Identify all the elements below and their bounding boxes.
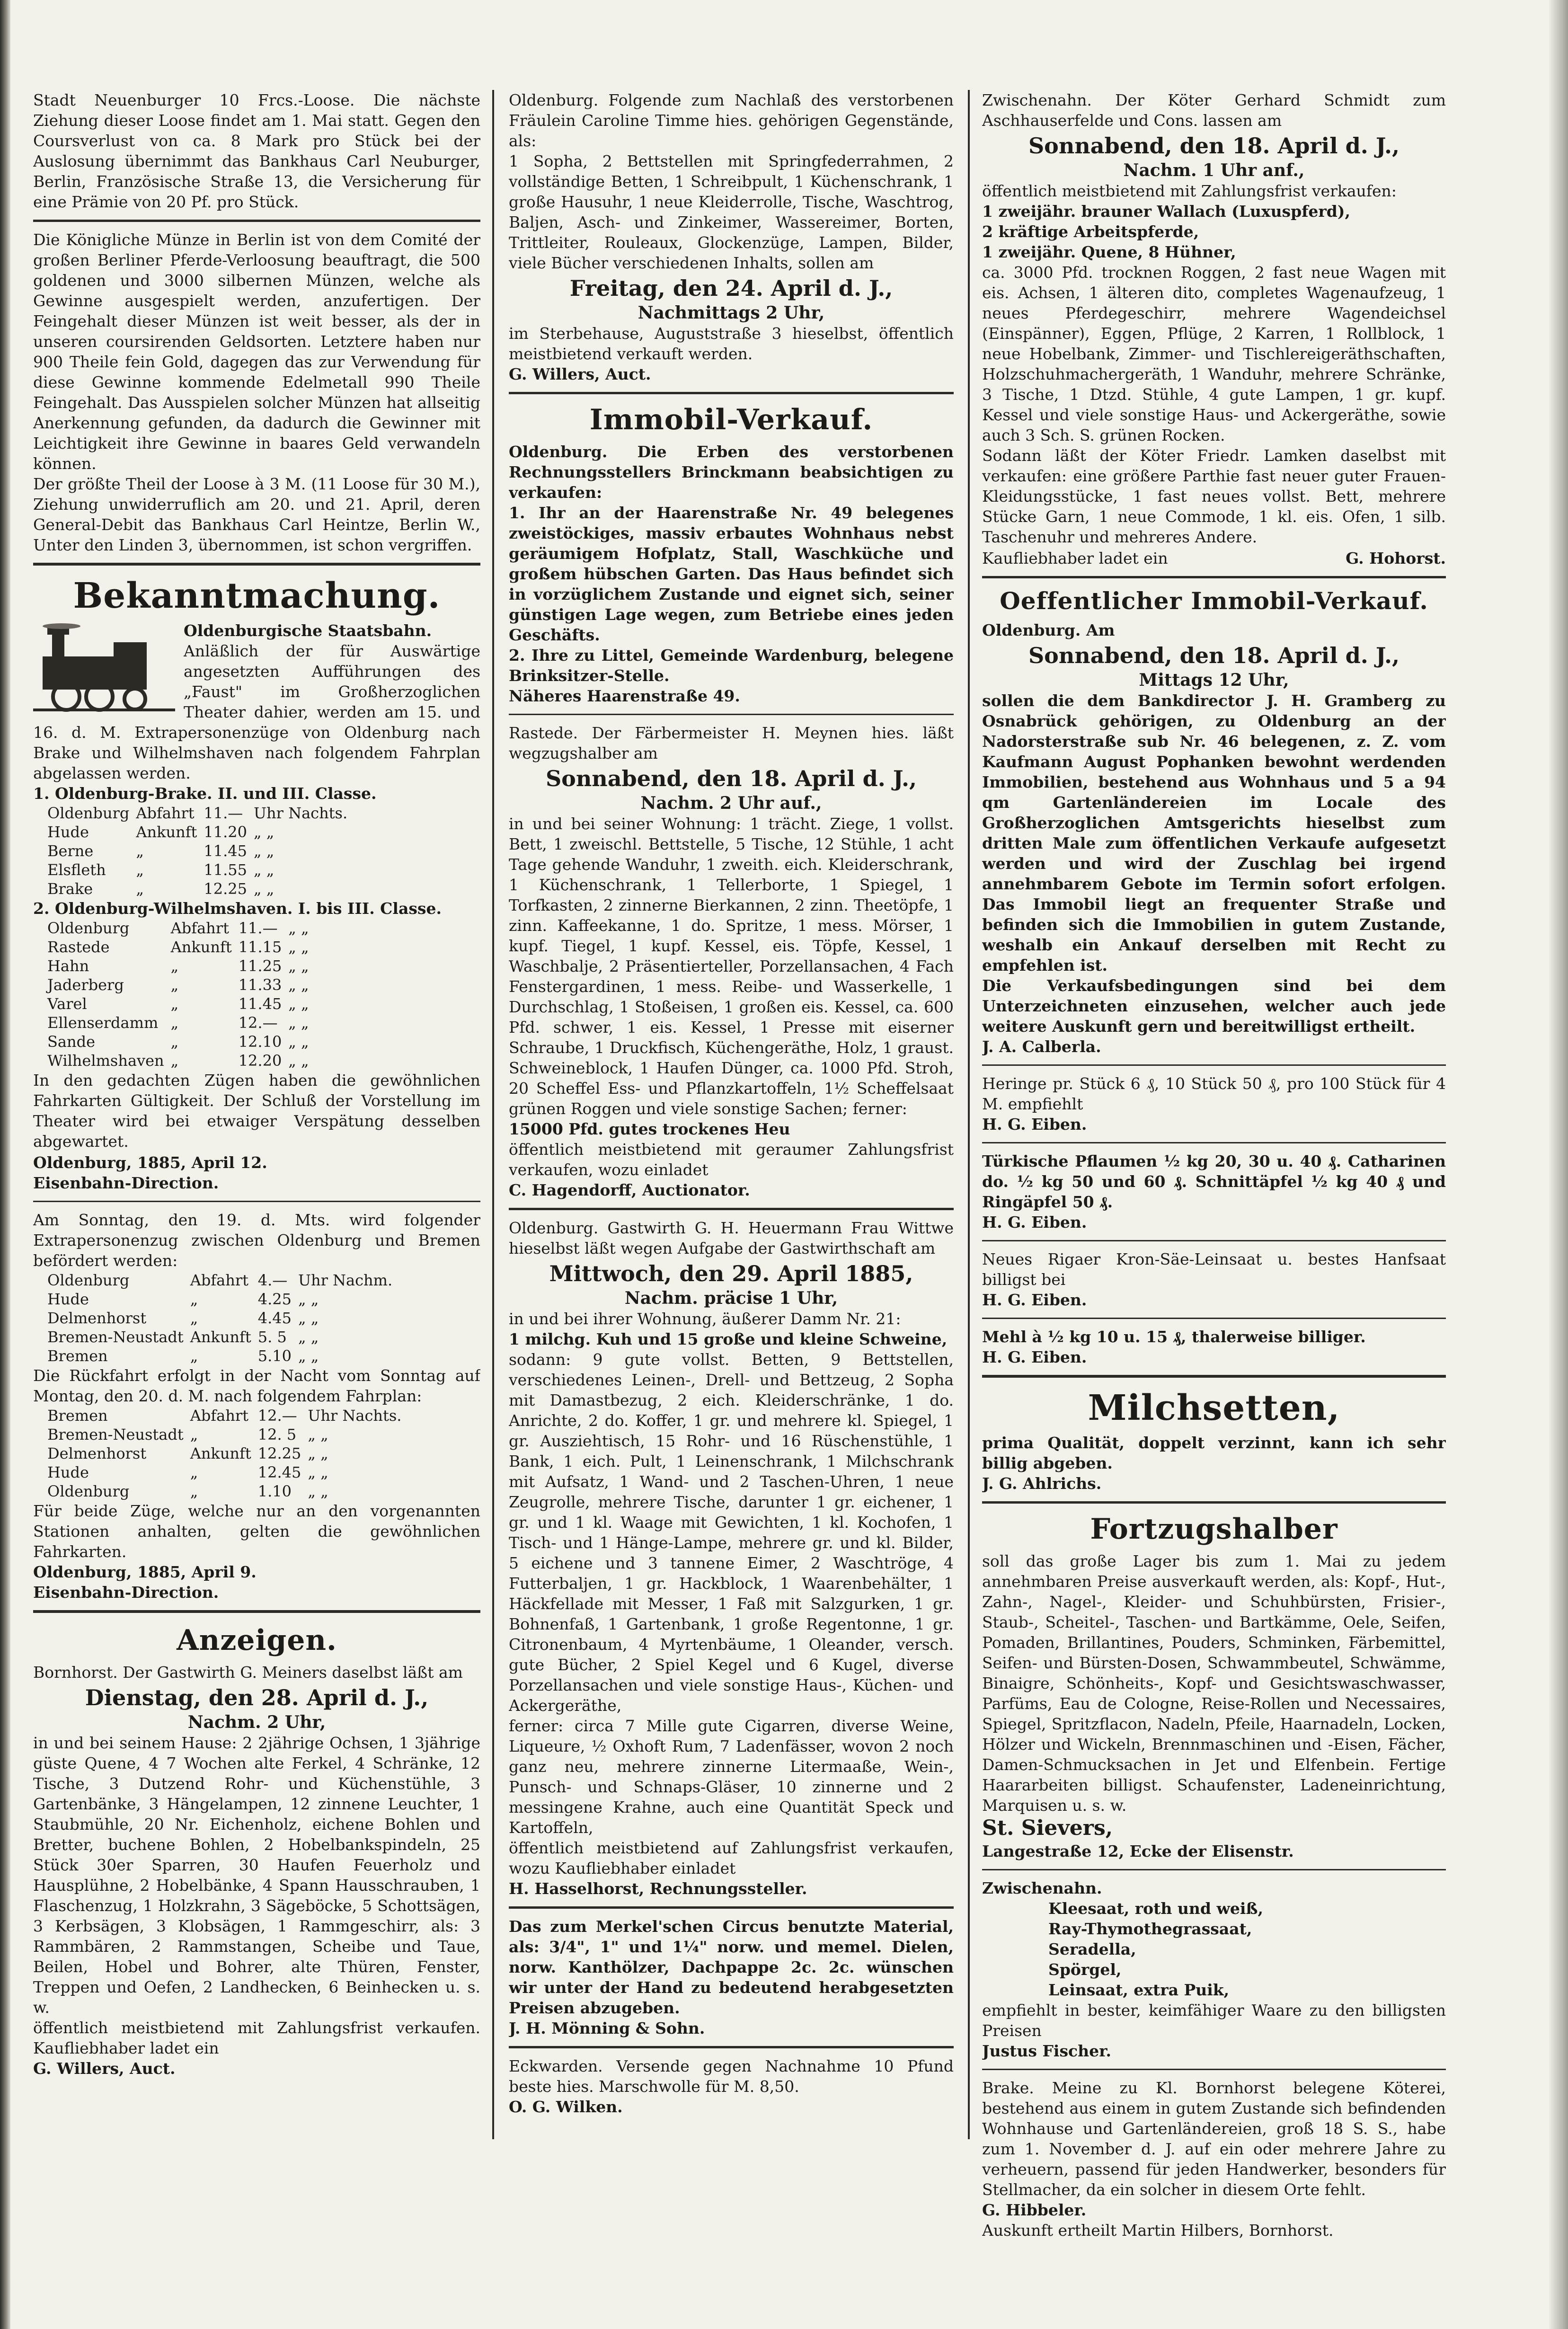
ad-koenigliche-muenze: Die Königliche Münze in Berlin ist von dem Comité der großen Berliner Pferde-Verloosung beauftragt, die 500 goldenen und 3000 silbernen Münzen, welche als Gewinne ausgespielt werden, anzufertigen. Der Feingehalt dieser Münzen ist weit besser, als der in unseren coursirenden Geldsorten. Letztere haben nur 900 Theile fein Gold, dagegen das zur Verwendung für diese Gewinne kommende Edelmetall 990 Theile Feingehalt. Das Ausspielen solcher Münzen hat allseitig Anerkennung gefunden, da dadurch die Gewinner mit Leichtigkeit ihre Gewinne in baares Geld verwandeln können. Der größte Theil der Loose à 3 M. (11 Loose für 30 M.), Ziehung unwiderruflich am 20. und 21. April, deren General-Debit das Bankhaus Carl Heintze, Berlin W., Unter den Linden 3, übernommen, ist schon vergriffen. xyxy=(33,230,480,554)
ad-zwischenahn-saat: Zwischenahn. Kleesaat, roth und weiß, Ray-Thymothegrassaat, Seradella, Spörgel, Leinsaat, extra Puik, empfiehlt in bester, keimfähiger Waare zu den billigsten Preisen Justus Fischer. xyxy=(982,1879,1446,2060)
ad-fortzugshalber: Fortzugshalber soll das große Lager bis zum 1. Mai zu jedem annehmbaren Preise ausverkauft werden, als: Kopf-, Hut-, Zahn-, Nagel-, Kleider- und Schuhbürsten, Frisier-, Staub-, Scheitel-, Taschen- und Bartkämme, Oele, Seifen, Pomaden, Brillantines, Pouders, Schminken, Färbemittel, Seifen- und Bürsten-Dosen, Schwammbeutel, Schwämme, Binaigre, Schönheits-, Kopf- und Gesichtswaschwasser, Parfüms, Eau de Cologne, Reise-Rollen und Necessaires, Spiegel, Spritzflacon, Nadeln, Pfeile, Haarnadeln, Locken, Hölzer und Wickeln, Brennmaschinen und -Eisen, Fächer, Damen-Schmucksachen in Jet und Elfenbein. Fertige Haararbeiten billigst. Schaufenster, Ladeneinrichtung, Marquisen u. s. w. St. Sievers, Langestraße 12, Ecke der Elisenstr. xyxy=(982,1511,1446,1861)
page-edge-right xyxy=(1549,0,1568,2329)
ad-neuenburger-loose: Stadt Neuenburger 10 Frcs.-Loose. Die nächste Ziehung dieser Loose findet am 1. Mai statt. Gegen den Coursverlust von ca. 8 Mark pro Stück bei der Auslosung übernimmt das Bankhaus Carl Neuburger, Berlin, Französische Straße 13, die Versicherung für eine Prämie von 20 Pf. pro Stück. xyxy=(33,91,480,211)
divider xyxy=(509,1906,954,1909)
ad-timme-nachlass: Oldenburg. Folgende zum Nachlaß des verstorbenen Fräulein Caroline Timme hies. gehörigen Gegenstände, als: 1 Sopha, 2 Bettstellen mit Springfederrahmen, 2 vollständige Betten, 1 Schreibpult, 1 Küchenschrank, 1 große Hausuhr, 1 neue Kleiderrolle, Tische, Waschtrog, Baljen, Asch- und Zinkeimer, Wassereimer, Borten, Trittleiter, Rouleaux, Glockenzüge, Lampen, Bilder, viele Bücher verschiedenen Inhalts, sollen am Freitag, den 24. April d. J., Nachmittags 2 Uhr, im Sterbehause, Auguststraße 3 hieselbst, öffentlich meistbietend verkauft werden. G. Willers, Auct. xyxy=(509,91,954,383)
divider xyxy=(982,1375,1446,1378)
divider xyxy=(982,2069,1446,2070)
ad-eiben-pflaumen: Türkische Pflaumen ½ kg 20, 30 u. 40 ₰. Catharinen do. ½ kg 50 und 60 ₰. Schnittäpfel ½ kg 40 ₰ und Ringäpfel 50 ₰. H. G. Eiben. xyxy=(982,1152,1446,1231)
divider xyxy=(509,1208,954,1210)
ad-eckwarden-wolle: Eckwarden. Versende gegen Nachnahme 10 Pfund beste hies. Marschwolle für M. 8,50. O. G. Wilken. xyxy=(509,2057,954,2116)
fortzugshalber-heading: Fortzugshalber xyxy=(1090,1513,1338,1546)
schedule-oldenburg-brake: Oldenburg Abfahrt 11.— Uhr Nachts. Hude Ankunft 11.20 „ „ Berne „ 11.45 „ „ Elsfleth „ 11.55 „ „ Brake „ 12.25 „ „ xyxy=(47,804,348,898)
ad-extrazug-bremen: Am Sonntag, den 19. d. Mts. wird folgender Extrapersonenzug zwischen Oldenburg und Bremen befördert werden: Oldenburg Abfahrt 4.— Uhr Nachm. Hude „ 4.25 „ „ Delmenhorst „ 4.45 „ „ Bremen-Neustadt Ankunft 5. 5 „ „ Bremen „ 5.10 „ „ Die Rückfahrt erfolgt in der Nacht vom Sonntag auf Montag, den 20. d. M. nach folgendem Fahrplan: Bremen Abfahrt 12.— Uhr Nachts. Bremen-Neustadt „ 12. 5 „ „ Delmenhorst Ankunft 12.25 „ „ Hude „ 12.45 „ „ Oldenburg „ 1.10 „ „ Für beide Züge, welche nur an den vorgenannten Stationen anhalten, gelten die gewöhnlichen Fahrkarten. Oldenburg, 1885, April 9. Eisenbahn-Direction. xyxy=(33,1211,480,1602)
divider xyxy=(33,220,480,222)
ad-meynen-auction: Rastede. Der Färbermeister H. Meynen hies. läßt wegzugshalber am Sonnabend, den 18. April d. J., Nachm. 2 Uhr auf., in und bei seiner Wohnung: 1 trächt. Ziege, 1 vollst. Bett, 1 zweischl. Bettstelle, 5 Tische, 12 Stühle, 1 acht Tage gehende Wanduhr, 1 zweith. eich. Kleiderschrank, 1 Küchenschrank, 1 Tellerborte, 1 Spiegel, 1 Torfkasten, 2 zinnerne Bierkannen, 2 zinn. Theetöpfe, 1 zinn. Kaffeekanne, 1 do. Spritze, 1 mess. Mörser, 1 kupf. Tiegel, 1 kupf. Kessel, eis. Töpfe, Kessel, 1 Waschbalje, 2 Präsentierteller, Porzellansachen, 4 Fach Fenstergardinen, 1 mess. Reibe- und Wasserkelle, 1 Durchschlag, 1 Stoßeisen, 1 großen eis. Kessel, ca. 600 Pfd. schwer, 1 eis. Kessel, 1 Presse mit eiserner Schraube, 1 Druckfisch, Küchengeräthe, Holz, 1 graust. Schweineblock, 1 Haufen Dünger, ca. 1000 Pfd. Stroh, 20 Scheffel Ess- und Pflanzkartoffeln, 1½ Scheffelsaat grünen Roggen und viele sonstige Sachen; ferner: 15000 Pfd. gutes trockenes Heu öffentlich meistbietend mit geraumer Zahlungsfrist verkaufen, wozu einladet C. Hagendorff, Auctionator. xyxy=(509,724,954,1199)
milchsetten-heading: Milchsetten, xyxy=(1088,1388,1340,1428)
immobil-verkauf-heading: Immobil-Verkauf. xyxy=(589,403,873,436)
divider xyxy=(509,2046,954,2048)
divider xyxy=(982,1240,1446,1241)
ad-brake-koeterei: Brake. Meine zu Kl. Bornhorst belegene Köterei, bestehend aus einem in gutem Zustande sich befindenden Wohnhause und Gartenländereien, groß 18 S. S., habe zum 1. November d. J. auf ein oder mehrere Jahre zu verheuern, passend für jeden Handwerker, besonders für Stellmacher, da ein solcher in diesem Orte fehlt. G. Hibbeler. Auskunft ertheilt Martin Hilbers, Bornhorst. xyxy=(982,2079,1446,2240)
column-3 xyxy=(982,90,1446,2295)
ad-milchsetten: Milchsetten, prima Qualität, doppelt verzinnt, kann ich sehr billig abgeben. J. G. Ahlrichs. xyxy=(982,1388,1446,1493)
divider xyxy=(982,1318,1446,1319)
divider xyxy=(509,392,954,394)
locomotive-icon xyxy=(33,623,175,713)
column-divider xyxy=(492,90,494,2139)
divider xyxy=(33,1610,480,1613)
ad-merkel-circus: Das zum Merkel'schen Circus benutzte Material, als: 3/4", 1" und 1¼" norw. und memel. Dielen, norw. Kanthölzer, Dachpappe 2c. 2c. wünschen wir unter der Hand zu bedeutend herabgesetzten Preisen abzugeben. J. H. Mönning & Sohn. xyxy=(509,1917,954,2037)
divider xyxy=(33,1201,480,1202)
divider xyxy=(509,714,954,715)
ad-bornhorst-auction: Anzeigen. Bornhorst. Der Gastwirth G. Meiners daselbst läßt am Dienstag, den 28. April d. J., Nachm. 2 Uhr, in und bei seinem Hause: 2 2jährige Ochsen, 1 3jährige güste Quene, 4 7 Wochen alte Ferkel, 4 Schränke, 12 Tische, 3 Dutzend Rohr- und Küchenstühle, 3 Gartenbänke, 3 Hängelampen, 12 zinnene Leuchter, 1 Staubmühle, 20 Nr. Eichenholz, eichene Bohlen und Bretter, buchene Bohlen, 2 Hobelbankspindeln, 25 Stück 30er Sparren, 30 Haufen Feuerholz und Hausplühne, 2 Hobelbänke, 4 Spann Hausschrauben, 1 Flaschenzug, 1 Holzkrahn, 3 Sägeböcke, 5 Schottsägen, 3 Kerbsägen, 3 Klobsägen, 1 Rammgeschirr, als: 3 Rammbären, 2 Rammstangen, Scheibe und Taue, Beilen, Hobel und Bohrer, alte Thüren, Fenster, Treppen und Oefen, 2 Landhecken, 6 Beinhecken u. s. w. öffentlich meistbietend mit Zahlungsfrist verkaufen. Kaufliebhaber ladet ein G. Willers, Auct. xyxy=(33,1622,480,2079)
ad-eiben-leinsaat: Neues Rigaer Kron-Säe-Leinsaat u. bestes Hanfsaat billigst bei H. G. Eiben. xyxy=(982,1250,1446,1309)
divider xyxy=(982,1501,1446,1504)
ad-heuermann-auction: Oldenburg. Gastwirth G. H. Heuermann Frau Wittwe hieselbst läßt wegen Aufgabe der Gastwirthschaft am Mittwoch, den 29. April 1885, Nachm. präcise 1 Uhr, in und bei ihrer Wohnung, äußerer Damm Nr. 21: 1 milchg. Kuh und 15 große und kleine Schweine, sodann: 9 gute vollst. Betten, 9 Bettstellen, verschiedenes Leinen-, Drell- und Bettzeug, 2 Sopha mit Damastbezug, 2 eich. Kleiderschränke, 1 do. Anrichte, 2 do. Koffer, 1 gr. und mehrere kl. Spiegel, 1 gr. Ausziehtisch, 15 Rohr- und 16 Rüschenstühle, 1 Bank, 1 eich. Pult, 1 Leinenschrank, 1 Milchschrank mit Aufsatz, 1 Wand- und 2 Taschen-Uhren, 1 neue Zeugrolle, mehrere Tische, darunter 1 gr. eichener, 1 gr. und 1 kl. Waage mit Gewichten, 1 kl. Kochofen, 1 Tisch- und 1 Hänge-Lampe, mehrere gr. und kl. Bilder, 5 eichene und 3 tannene Eimer, 2 Waschtröge, 4 Futterbaljen, 1 gr. Hackblock, 1 Waarenbehälter, 1 Häckfellade mit Messer, 1 Faß mit Salzgurken, 1 gr. Bohnenfaß, 1 Gartenbank, 1 große Regentonne, 1 gr. Citronenbaum, 4 Myrtenbäume, 1 Oleander, versch. gute Bücher, 2 Spiel Kegel und 6 Kugel, diverse Porzellansachen und viele sonstige Haus-, Küchen- und Ackergeräthe, ferner: circa 7 Mille gute Cigarren, diverse Weine, Liqueure, ½ Oxhoft Rum, 7 Ladenfässer, wovon 2 noch ganz neu, mehrere zinnerne Litermaaße, Wein-, Punsch- und Schnaps-Gläser, 10 zinnerne und 2 messingene Krahne, auch eine Quantität Speck und Kartoffeln, öffentlich meistbietend auf Zahlungsfrist verkaufen, wozu Kaufliebhaber einladet H. Hasselhorst, Rechnungssteller. xyxy=(509,1219,954,1898)
divider xyxy=(982,1064,1446,1066)
divider xyxy=(982,576,1446,578)
bek-subtitle: Oldenburgische Staatsbahn. xyxy=(184,621,432,640)
divider xyxy=(33,563,480,566)
column-2 xyxy=(509,90,954,2295)
ad-oeffentlicher-immobil-verkauf: Oeffentlicher Immobil-Verkauf. Oldenburg. Am Sonnabend, den 18. April d. J., Mittags 12 Uhr, sollen die dem Bankdirector J. H. Gramberg zu Osnabrück gehörigen, zu Oldenburg an der Nadorsterstraße sub Nr. 46 belegenen, z. Z. vom Kaufmann August Pophanken bewohnt werdenden Immobilien, bestehend aus Wohnhaus und 5 a 94 qm Gartenländereien im Locale des Großherzoglichen Amtsgerichts hieselbst zum dritten Male zum öffentlichen Verkaufe aufgesetzt werden und wird der Zuschlag bei irgend annehmbarem Gebote im Termin sofort erfolgen. Das Immobil liegt an frequenter Straße und befinden sich die Immobilien in gutem Zustande, weshalb ein Ankauf derselben mit Recht zu empfehlen ist. Die Verkaufsbedingungen sind bei dem Unterzeichneten einzusehen, welcher auch jede weitere Auskunft gern und bereitwilligst ertheilt. J. A. Calberla. xyxy=(982,587,1446,1056)
ad-eiben-heringe: Heringe pr. Stück 6 ₰, 10 Stück 50 ₰, pro 100 Stück für 4 M. empfiehlt H. G. Eiben. xyxy=(982,1074,1446,1134)
ad-schmidt-auction: Zwischenahn. Der Köter Gerhard Schmidt zum Aschhauserfelde und Cons. lassen am Sonnabend, den 18. April d. J., Nachm. 1 Uhr anf., öffentlich meistbietend mit Zahlungsfrist verkaufen: 1 zweijähr. brauner Wallach (Luxuspferd), 2 kräftige Arbeitspferde, 1 zweijähr. Quene, 8 Hühner, ca. 3000 Pfd. trocknen Roggen, 2 fast neue Wagen mit eis. Achsen, 1 älteren dito, completes Wagenaufzeug, 1 neues Pferdegeschirr, mehrere Wagendeichsel (Einspänner), Eggen, Pflüge, 2 Karren, 1 Rollblock, 1 neue Hobelbank, Zimmer- und Tischlereigeräthschaften, Holzschuhmachergeräth, 1 Wanduhr, mehrere Schränke, 3 Tische, 1 Dtzd. Stühle, 4 gute Lampen, 1 gr. kupf. Kessel und viele sonstige Haus- und Ackergeräthe, sowie auch 3 Sch. S. grünen Rocken. Sodann läßt der Köter Friedr. Lamken daselbst mit verkaufen: eine größere Parthie fast neuer guter Frauen-Kleidungsstücke, 1 fast neues vollst. Bett, mehrere Stücke Garn, 1 neue Commode, 1 kl. eis. Ofen, 1 silb. Taschenuhr und mehreres Andere. Kaufliebhaber ladet ein G. Hohorst. xyxy=(982,91,1446,567)
ad-eiben-mehl: Mehl à ½ kg 10 u. 15 ₰, thalerweise billiger. H. G. Eiben. xyxy=(982,1328,1366,1366)
divider xyxy=(982,1142,1446,1143)
binding-shadow-left xyxy=(0,0,10,2329)
anzeigen-heading: Anzeigen. xyxy=(177,1624,337,1657)
schedule-oldenburg-wilhelmshaven: Oldenburg Abfahrt 11.— „ „ Rastede Ankunft 11.15 „ „ Hahn „ 11.25 „ „ Jaderberg „ 11.33 „ „ Varel „ 11.45 „ „ Ellenserdamm „ 12.— „ „ Sande „ 12.10 „ „ Wilhelmshaven „ 12.20 „ „ xyxy=(47,919,309,1070)
column-1 xyxy=(33,90,480,2295)
schedule-oldenburg-bremen: Oldenburg Abfahrt 4.— Uhr Nachm. Hude „ 4.25 „ „ Delmenhorst „ 4.45 „ „ Bremen-Neustadt Ankunft 5. 5 „ „ Bremen „ 5.10 „ „ xyxy=(47,1271,393,1365)
bekanntmachung-heading: Bekanntmachung. xyxy=(73,576,441,616)
column-divider xyxy=(968,90,970,2139)
schedule-bremen-oldenburg: Bremen Abfahrt 12.— Uhr Nachts. Bremen-Neustadt „ 12. 5 „ „ Delmenhorst Ankunft 12.25 „ „ Hude „ 12.45 „ „ Oldenburg „ 1.10 „ „ xyxy=(47,1407,402,1500)
ad-immobil-verkauf: Immobil-Verkauf. Oldenburg. Die Erben des verstorbenen Rechnungsstellers Brinckmann beabsichtigen zu verkaufen: 1. Ihr an der Haarenstraße Nr. 49 belegenes zweistöckiges, massiv erbautes Wohnhaus nebst geräumigem Hofplatz, Stall, Waschküche und großem hübschen Garten. Das Haus befindet sich in vorzüglichem Zustande und eignet sich, seiner günstigen Lage wegen, zum Betriebe eines jeden Geschäfts. 2. Ihre zu Littel, Gemeinde Wardenburg, belegene Brinksitzer-Stelle. Näheres Haarenstraße 49. xyxy=(509,402,954,706)
oeffentlicher-verkauf-heading: Oeffentlicher Immobil-Verkauf. xyxy=(1000,587,1428,615)
ad-bekanntmachung: Bekanntmachung. Oldenburgische Staatsbahn. Anläßlich der für Auswärtige angesetzten Aufführungen des „Faust" im Großherzoglichen Theater dahier, werden am 15. und 16. d. M. Extrapersonenzüge von Oldenburg nach Brake und Wilhelmshaven nach folgendem Fahrplan abgelassen werden. 1. Oldenburg-Brake. II. und III. Classe. Oldenburg Abfahrt 11.— Uhr Nachts. Hude Ankunft 11.20 „ „ Berne „ 11.45 „ „ Elsfleth „ 11.55 „ „ Brake „ 12.25 „ „ 2. Oldenburg-Wilhelmshaven. I. bis III. Classe. Oldenburg Abfahrt 11.— „ „ Rastede Ankunft 11.15 „ „ Hahn „ 11.25 „ „ Jaderberg „ 11.33 „ „ Varel „ 11.45 „ „ Ellenserdamm „ 12.— „ „ Sande „ 12.10 „ „ Wilhelmshaven „ 12.20 „ „ In den gedachten Zügen haben die gewöhnlichen Fahrkarten Gültigkeit. Der Schluß der Vorstellung im Theater wird bei etwaiger Verspätung desselben abgewartet. Oldenburg, 1885, April 12. Eisenbahn-Direction. xyxy=(33,576,480,1192)
divider xyxy=(982,1869,1446,1870)
